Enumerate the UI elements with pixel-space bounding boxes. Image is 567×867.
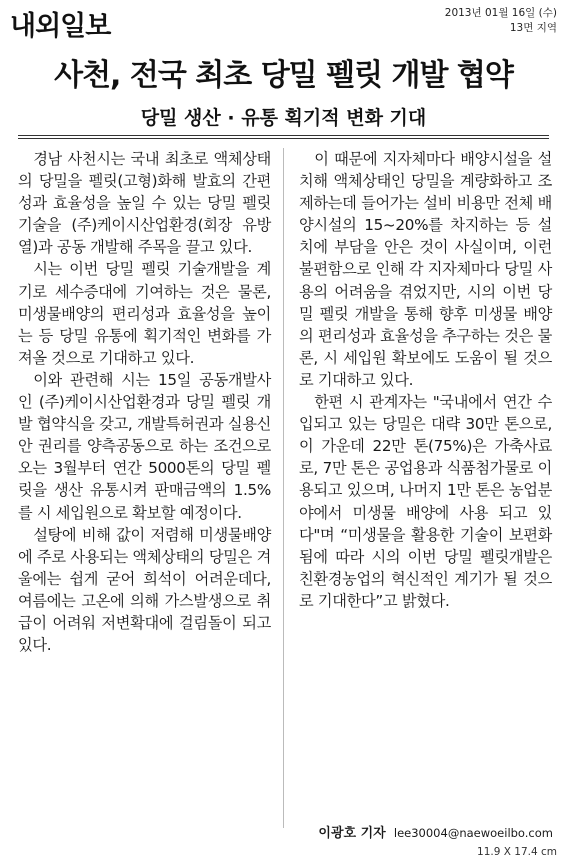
double-rule-top <box>18 135 549 136</box>
byline <box>318 822 553 841</box>
newspaper-logo: 내외일보 <box>10 11 111 42</box>
reporter-name: 이광호 기자 <box>318 826 386 841</box>
paragraph: 설탕에 비해 값이 저렴해 미생물배양에 주로 사용되는 액체상태의 당밀은 겨울에는 쉽게 굳어 희석이 어려운데다, 여름에는 고온에 의해 가스발생으로 취급이 어려워 저변확대에 걸림돌이 되고 있다. <box>18 525 271 655</box>
article-subheadline: 당밀 생산 · 유통 획기적 변화 기대 <box>140 107 427 129</box>
paragraph: 시는 이번 당밀 펠릿 기술개발을 계기로 세수증대에 기여하는 것은 물론, 미생물배양의 편리성과 효율성을 높이는 등 당밀 유통에 획기적인 변화를 가져올 것으로 기대하고 있다. <box>18 260 271 367</box>
paragraph: 이 때문에 지자체마다 배양시설을 설치해 액체상태인 당밀을 계량화하고 조제하는데 들어가는 설비 비용만 전체 배양시설의 15~20%를 차지하는 등 설치에 부담을 안은 것이 사실이며, 이런 불편함으로 인해 각 지자체마다 당밀 사용의 어려움을 겪었지만, 시의 이번 당밀 펠릿 개발을 통해 향후 미생물 배양의 편리성과 효율성을 추구하는 것은 물론, 시 세입원 확보에도 도움이 될 것으로 기대하고 있다. <box>299 150 552 389</box>
reporter-email: lee30004@naewoeilbo.com <box>393 826 553 840</box>
page-section: 13면 지역 <box>509 22 557 34</box>
article-column-left <box>18 148 271 656</box>
paragraph: 이와 관련해 시는 15일 공동개발사인 (주)케이시산업환경과 당밀 펠릿 개발 협약식을 갖고, 개발특허권과 실용신안 권리를 양측공동으로 하는 조건으로 오는 3월부터 연간 5000톤의 당밀 펠릿을 생산 유통시켜 판매금액의 1.5%를 시 세입원으로 확보할 예정이다. <box>18 370 271 522</box>
paragraph: 경남 사천시는 국내 최초로 액체상태의 당밀을 펠릿(고형)화해 발효의 간편성과 효율성을 높일 수 있는 당밀 펠릿 기술을 (주)케이시산업환경(회장 유방열)과 공동 개발해 주목을 끌고 있다. <box>18 150 271 257</box>
column-divider <box>283 148 284 828</box>
paragraph: 한편 시 관계자는 "국내에서 연간 수입되고 있는 당밀은 대략 30만 톤으로, 이 가운데 22만 톤(75%)은 가축사료로, 7만 톤은 공업용과 식품첨가물로 이용되고 있으며, 나머지 1만 톤은 농업분야에서 미생물 배양에 사용 되고 있다"며 “미생물을 활용한 기술이 보편화됨에 따라 시의 이번 당밀 펠릿개발은 친환경농업의 혁신적인 계기가 될 것으로 기대한다”고 밝혔다. <box>299 393 552 610</box>
article-headline: 사천, 전국 최초 당밀 펠릿 개발 협약 <box>54 58 513 93</box>
article-column-right <box>299 148 552 612</box>
clipping-size: 11.9 X 17.4 cm <box>477 846 557 858</box>
publication-date: 2013년 01월 16일 (수) <box>444 7 557 19</box>
publication-info <box>445 6 557 36</box>
double-rule-bottom <box>18 138 549 139</box>
